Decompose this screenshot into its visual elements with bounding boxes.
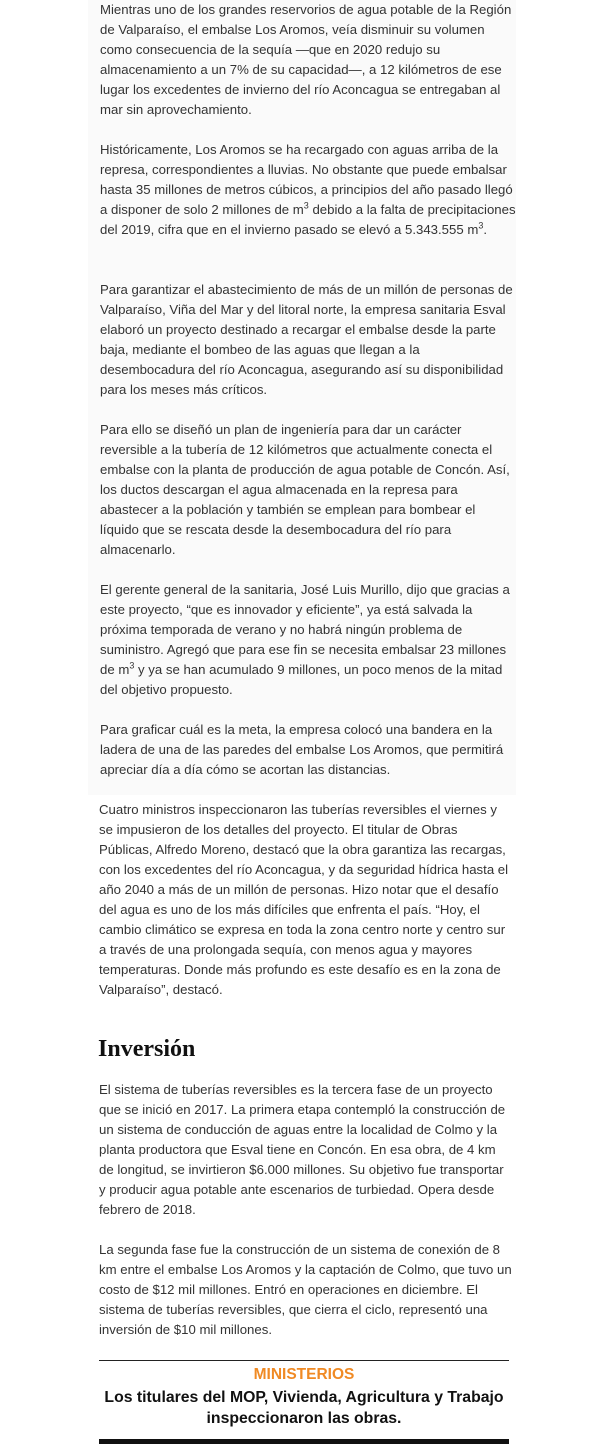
superscript: 3 bbox=[478, 220, 484, 231]
callout-box bbox=[99, 1360, 509, 1444]
superscript: 3 bbox=[303, 200, 309, 211]
paragraph-drought-context: Mientras uno de los grandes reservorios de agua potable de la Región de Valparaíso, el embalse Los Aromos, veía disminuir su volumen como consecuencia de la sequía —que en 2020 redujo su almacenamiento a un 7% de su capacidad—, a 12 kilómetros de ese lugar los excedentes de invierno del río Aconcagua se entregaban al mar sin aprovechamiento. bbox=[100, 2, 512, 117]
paragraph-manager-quote bbox=[100, 580, 516, 700]
paragraph-engineering-plan: Para ello se diseñó un plan de ingeniería para dar un carácter reversible a la tubería de 12 kilómetros que actualmente conecta el embalse con la planta de producción de agua potable de Concón. Así, los ductos descargan el agua almacenada en la represa para abastecer a la población y también se emplean para bombear el líquido que se rescata desde la desembocadura del río para almacenarlo. bbox=[100, 422, 510, 557]
paragraph-esval-project: Para garantizar el abastecimiento de más de un millón de personas de Valparaíso, Viña del Mar y del litoral norte, la empresa sanitaria Esval elaboró un proyecto destinado a recargar el embalse desde la parte baja, mediante el bombeo de las aguas que llegan a la desembocadura del río Aconcagua, asegurando así su disponibilidad para los meses más críticos. bbox=[100, 282, 513, 397]
paragraph-text: . bbox=[483, 222, 487, 237]
section-heading: Inversión bbox=[98, 1036, 196, 1062]
paragraph-text: Históricamente, Los Aromos se ha recargado con aguas arriba de la represa, correspondientes a lluvias. No obstante que puede embalsar hasta 35 millones de metros cúbicos, a principios del año pasado llegó a disponer de solo 2 millones de m bbox=[100, 142, 513, 217]
paragraph-ministers-inspection: Cuatro ministros inspeccionaron las tuberías reversibles el viernes y se impusieron de los detalles del proyecto. El titular de Obras Públicas, Alfredo Moreno, destacó que la obra garantiza las recargas, con los excedentes del río Aconcagua, y da seguridad hídrica hasta el año 2040 a más de un millón de personas. Hizo notar que el desafío del agua es uno de los más difíciles que enfrenta el país. “Hoy, el cambio climático se expresa en toda la zona centro norte y centro sur a través de una prolongada sequía, con menos agua y mayores temperaturas. Donde más profundo es este desafío es en la zona de Valparaíso”, destacó. bbox=[99, 802, 509, 997]
paragraph-investment-phase-2: La segunda fase fue la construcción de un sistema de conexión de 8 km entre el embalse Los Aromos y la captación de Colmo, que tuvo un costo de $12 mil millones. Entró en operaciones en diciembre. El sistema de tuberías reversibles, que cierra el ciclo, representó una inversión de $10 mil millones. bbox=[99, 1242, 512, 1337]
callout-kicker: MINISTERIOS bbox=[253, 1366, 355, 1383]
paragraph-text: El gerente general de la sanitaria, José Luis Murillo, dijo que gracias a este proyecto, “que es innovador y eficiente”, ya está salvada la próxima temporada de verano y no habrá ningún problema de suministro. Agregó que para ese fin se necesita embalsar 23 millones de m bbox=[100, 582, 510, 677]
callout-title: Los titulares del MOP, Vivienda, Agricultura y Trabajo inspeccionaron las obras. bbox=[104, 1389, 504, 1427]
paragraph-text: debido a la falta de precipitaciones del 2019, cifra que en el invierno pasado se elevó a 5.343.555 m bbox=[100, 202, 516, 237]
paragraph-text: y ya se han acumulado 9 millones, un poco menos de la mitad del objetivo propuesto. bbox=[100, 662, 503, 697]
paragraph-investment-phase-1: El sistema de tuberías reversibles es la tercera fase de un proyecto que se inició en 2017. La primera etapa contempló la construcción de un sistema de conducción de aguas entre la localidad de Colmo y la planta productora que Esval tiene en Concón. En esa obra, de 4 km de longitud, se invirtieron $6.000 millones. Su objetivo fue transportar y producir agua potable ante escenarios de turbiedad. Opera desde febrero de 2018. bbox=[99, 1082, 506, 1217]
paragraph-flag-goal: Para graficar cuál es la meta, la empresa colocó una bandera en la ladera de una de las paredes del embalse Los Aromos, que permitirá apreciar día a día cómo se acortan las distancias. bbox=[100, 722, 504, 777]
paragraph-reservoir-history bbox=[100, 140, 516, 240]
superscript: 3 bbox=[129, 660, 135, 671]
